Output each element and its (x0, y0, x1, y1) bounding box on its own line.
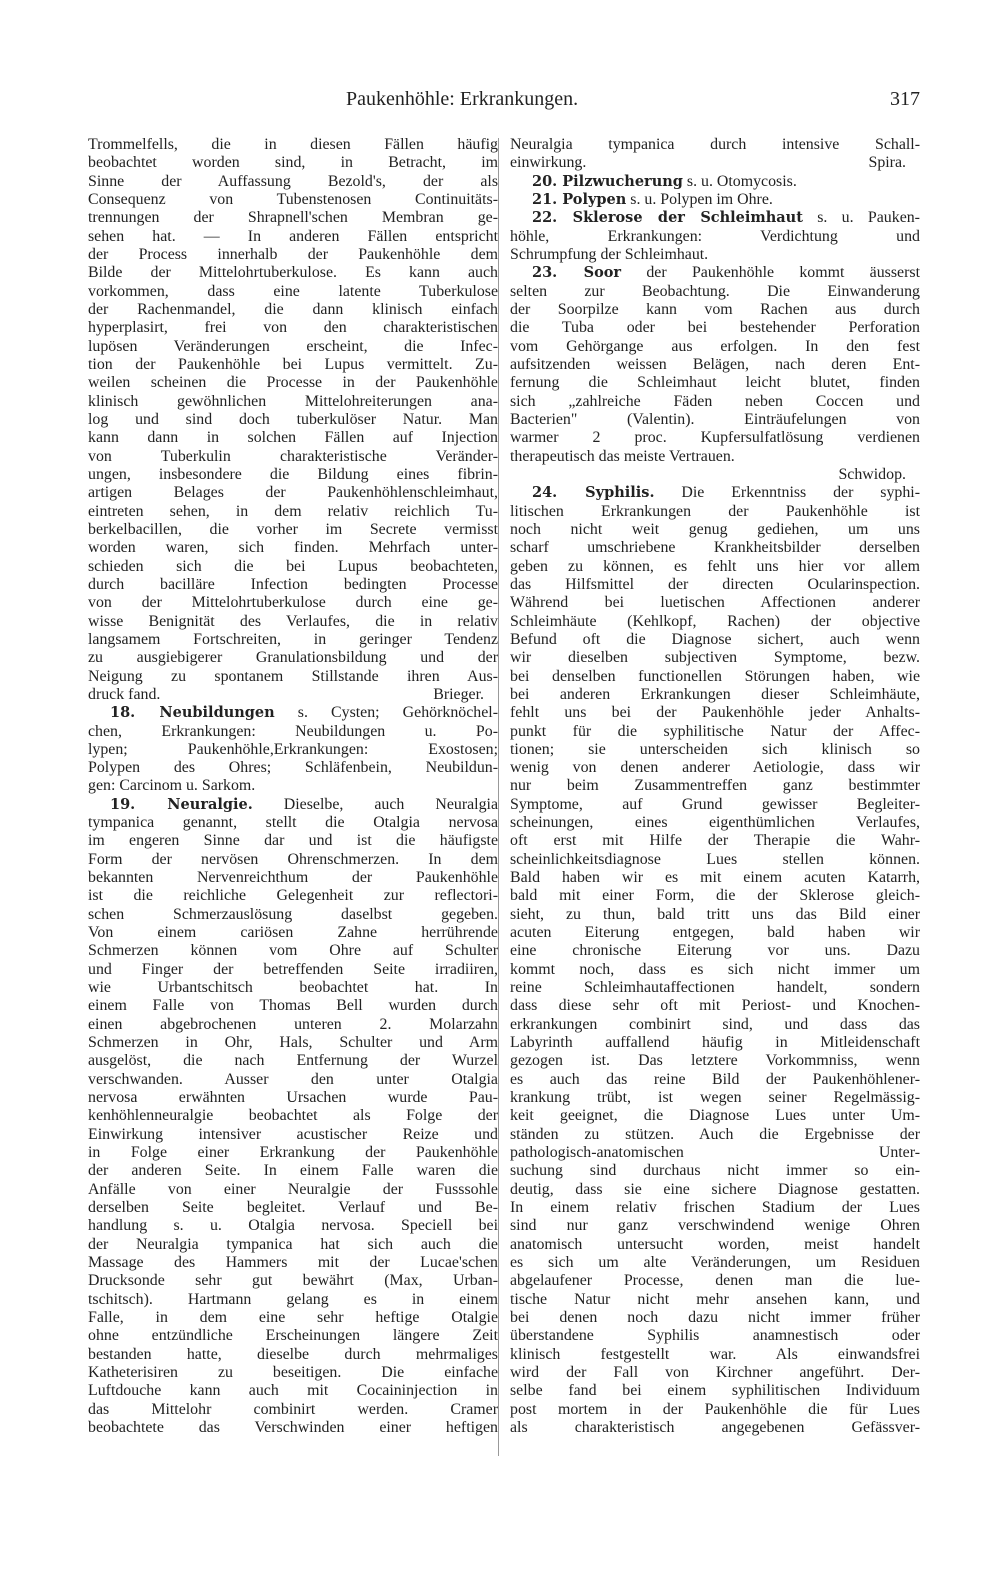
text-line: eine chronische Eiterung vor uns. Dazu (510, 942, 920, 960)
text-line: Von einem cariösen Zahne herrührende (88, 924, 498, 942)
text-line: lypen; Paukenhöhle,Erkrankungen: Exostosen; (88, 740, 498, 758)
running-header (88, 88, 920, 118)
text-line: Bald haben wir es mit einem acuten Katarrh, (510, 869, 920, 887)
line-text: druck fand. (88, 685, 161, 703)
text-line: bei anderen Erkrankungen dieser Schleimhäute, (510, 685, 920, 703)
entry-heading: 22. Sklerose der Schleimhaut (532, 209, 803, 227)
text-line: bekannten Nervenreichthum der Paukenhöhle (88, 869, 498, 887)
text-line: Falle, in dem eine sehr heftige Otalgie (88, 1309, 498, 1326)
text-line: kommt noch, dass es sich nicht immer um (510, 960, 920, 978)
text-line (88, 686, 498, 704)
text-line: Form der nervösen Ohrenschmerzen. In dem (88, 850, 498, 868)
text-line: ausgelöst, die nach Entfernung der Wurzel (88, 1052, 498, 1070)
text-line: wisse Benignität des Verlaufes, die in relativ (88, 612, 498, 630)
text-line: krankung trübt, ist wegen seiner Regelmässig- (510, 1089, 920, 1107)
text-line: gen: Carcinom u. Sarkom. (88, 777, 256, 795)
text-line: der Neuralgia tympanica hat sich auch die (88, 1235, 498, 1253)
text-line: Befund oft die Diagnose sichert, auch wenn (510, 630, 920, 648)
text-line: vorkommen, dass eine latente Tuberkulose (88, 282, 498, 300)
text-line: überstandene Syphilis anamnestisch oder (510, 1327, 920, 1345)
text-line: ständen zu stützen. Auch die Ergebnisse der (510, 1125, 920, 1143)
text-line: durch bacilläre Infection bedingten Processe (88, 575, 498, 593)
text-line: ungen, insbesondere die Bildung eines fibrin- (88, 465, 498, 483)
author-signature: Spira. (868, 154, 906, 172)
text-line: höhle, Erkrankungen: Verdichtung und (510, 227, 920, 245)
text-line: warmer 2 proc. Kupfersulfatlösung verdienen (510, 429, 920, 447)
text-line: fehlt uns bei der Paukenhöhle jeder Anhalts- (510, 704, 920, 722)
text-line: wir dieselben subjectiven Symptome, bezw. (510, 649, 920, 667)
text-line: keit geeignet, die Diagnose Lues unter Um- (510, 1107, 920, 1125)
text-line: litischen Erkrankungen der Paukenhöhle ist (510, 502, 920, 520)
text-line: 20. Pilzwucherung s. u. Otomycosis. (532, 172, 797, 190)
entry-heading: 24. Syphilis. (532, 484, 655, 502)
text-line: bestanden hatte, dieselbe durch mehrmaliges (88, 1345, 498, 1363)
text-line: Schmerzen in Ohr, Hals, Schulter und Arm (88, 1034, 498, 1052)
text-line: deutig, dass sie eine sichere Diagnose gestatten. (510, 1180, 920, 1198)
text-line: tschitsch). Hartmann gelang es in einem (88, 1290, 498, 1308)
text-line: worden waren, sich finden. Mehrfach unter- (88, 539, 498, 557)
text-line: punkt für die syphilitische Natur der Affec- (510, 722, 920, 740)
text-line: Consequenz von Tubenstenosen Continuitäts- (88, 190, 498, 208)
text-line: Neuralgia tympanica durch intensive Schall- (510, 136, 920, 153)
text-line: 19. Neuralgie. Dieselbe, auch Neuralgia (110, 795, 498, 813)
author-signature: Schwidop. (838, 465, 906, 483)
text-line (510, 466, 920, 484)
text-line: wird der Fall von Kirchner angeführt. Der- (510, 1363, 920, 1381)
entry-heading: 20. Pilzwucherung (532, 172, 683, 190)
text-line: klinisch festgestellt war. Als einwandsfrei (510, 1345, 920, 1363)
text-line: und Finger der betreffenden Seite irradiiren, (88, 960, 498, 978)
text-line: berkelbacillen, die vorher im Secrete vermisst (88, 520, 498, 538)
text-line: tympanica genannt, stellt die Otalgia nervosa (88, 814, 498, 832)
text-line: sind nur ganz verschwindend wenige Ohren (510, 1217, 920, 1235)
text-line: Schleimhäute (Kehlkopf, Rachen) der objective (510, 612, 920, 630)
text-line: eintreten sehen, in dem relativ reichlich Tu- (88, 502, 498, 520)
text-line: bei denselben functionellen Störungen haben, wie (510, 667, 920, 685)
text-line: anatomisch untersucht worden, meist handelt (510, 1235, 920, 1253)
text-line: ist die reichliche Gelegenheit zur reflectori- (88, 887, 498, 905)
text-line: reine Schleimhautaffectionen handelt, sondern (510, 979, 920, 997)
text-line: es auch das reine Bild der Paukenhöhlener- (510, 1070, 920, 1088)
text-line: tion der Paukenhöhle bei Lupus vermittelt. Zu- (88, 355, 498, 373)
text-line: Anfälle von einer Neuralgie der Fusssohle (88, 1180, 498, 1198)
text-line: fernung die Schleimhaut leicht blutet, finden (510, 374, 920, 392)
text-line: Sinne der Auffassung Bezold's, der als (88, 172, 498, 190)
text-line: derselben Seite begleitet. Verlauf und Be- (88, 1199, 498, 1217)
text-line: Schmerzen können vom Ohre auf Schulter (88, 942, 498, 960)
text-line: suchung sind durchaus nicht immer so ein- (510, 1162, 920, 1180)
entry-heading: 23. Soor (532, 264, 622, 282)
text-line: trennungen der Shrapnell'schen Membran ge- (88, 209, 498, 227)
text-line: vom Gehörgange aus erfolgen. In den fest (510, 337, 920, 355)
text-line: verschwanden. Ausser den unter Otalgia (88, 1070, 498, 1088)
text-line: von der Mittelohrtuberkulose durch eine ge- (88, 594, 498, 612)
line-text: einwirkung. (510, 154, 587, 172)
text-line: der Rachenmandel, die dann klinisch einfach (88, 300, 498, 318)
text-line: Labyrinth auffallend häufig in Mitleidenschaft (510, 1034, 920, 1052)
text-line: von Tuberkulin charakteristische Veränder- (88, 447, 498, 465)
text-line: selbe fand bei einem syphilitischen Individuum (510, 1382, 920, 1400)
text-line: das Hilfsmittel der directen Ocularinspection. (510, 575, 920, 593)
text-line: lupösen Veränderungen erscheint, die Infec- (88, 337, 498, 355)
text-line: einen abgebrochenen unteren 2. Molarzahn (88, 1015, 498, 1033)
text-line: es sich um alte Veränderungen, um Residuen (510, 1254, 920, 1272)
text-line: langsamem Fortschreiten, in geringer Tendenz (88, 630, 498, 648)
text-line: selten zur Beobachtung. Die Einwanderung (510, 282, 920, 300)
text-line: kenhöhlenneuralgie beobachtet als Folge der (88, 1107, 498, 1125)
text-line: Schrumpfung der Schleimhaut. (510, 245, 709, 263)
text-line: nervosa erwähnten Ursachen wurde Pau- (88, 1089, 498, 1107)
text-line: die Tuba oder bei bestehender Perforation (510, 319, 920, 337)
text-line: Trommelfells, die in diesen Fällen häufig (88, 136, 498, 153)
entry-heading: 18. Neubildungen (110, 704, 275, 722)
text-line: weilen scheinen die Processe in der Paukenhöhle (88, 374, 498, 392)
text-line: Symptome, auf Grund gewisser Begleiter- (510, 795, 920, 813)
text-line: dass diese sehr oft mit Periost- und Knochen- (510, 997, 920, 1015)
text-line: acuten Eiterung entgegen, bald haben wir (510, 924, 920, 942)
text-line: wie Urbantschitsch beobachtet hat. In (88, 979, 498, 997)
text-line: gezogen ist. Das letztere Vorkommniss, wenn (510, 1052, 920, 1070)
running-title: Paukenhöhle: Erkrankungen. (346, 88, 579, 110)
text-line: oft erst mit Hilfe der Therapie die Wahr- (510, 832, 920, 850)
text-line: in Folge einer Erkrankung der Paukenhöhle (88, 1144, 498, 1162)
text-line: scheinlichkeitsdiagnose Lues stellen können. (510, 850, 920, 868)
text-line: log und sind doch tuberkulöser Natur. Man (88, 410, 498, 428)
text-line: der Soorpilze kann vom Rachen aus durch (510, 300, 920, 318)
entry-heading: 19. Neuralgie. (110, 795, 253, 813)
text-line: Drucksonde sehr gut bewährt (Max, Urban- (88, 1272, 498, 1290)
text-line: chen, Erkrankungen: Neubildungen u. Po- (88, 722, 498, 740)
text-line: nur beim Zusammentreffen ganz bestimmter (510, 777, 920, 795)
text-line: kann dann in solchen Fällen auf Injection (88, 429, 498, 447)
text-line: sehen hat. — In anderen Fällen entspricht (88, 227, 498, 245)
text-line: Bilde der Mittelohrtuberkulose. Es kann auch (88, 264, 498, 282)
text-line: 18. Neubildungen s. Cysten; Gehörknöchel- (110, 704, 498, 722)
text-line: Massage des Hammers mit der Lucae'schen (88, 1254, 498, 1272)
text-line: Luftdouche kann auch mit Cocaininjection in (88, 1382, 498, 1400)
text-line: Einwirkung intensiver acustischer Reize und (88, 1125, 498, 1143)
text-line: beobachtet worden sind, in Betracht, im (88, 154, 498, 172)
text-line: artigen Belages der Paukenhöhlenschleimhaut, (88, 484, 498, 502)
text-line: ohne entzündliche Erscheinungen längere Zeit (88, 1327, 498, 1345)
right-column (510, 136, 920, 1437)
text-line: pathologisch-anatomischen Unter- (510, 1144, 920, 1162)
author-signature: Brieger. (433, 685, 484, 703)
text-line: hyperplasirt, frei von den charakteristischen (88, 319, 498, 337)
text-line: im engeren Sinne dar und ist die häufigste (88, 832, 498, 850)
text-line (510, 154, 920, 172)
text-line: Neigung zu spontanem Stillstande ihren Aus- (88, 667, 498, 685)
text-line: abgelaufener Processe, denen man die lue- (510, 1272, 920, 1290)
text-line: noch nicht weit genug gediehen, um uns (510, 520, 920, 538)
text-line: bald mit einer Form, die der Sklerose gleich- (510, 887, 920, 905)
entry-heading: 21. Polypen (532, 190, 627, 208)
text-line: sich „zahlreiche Fäden neben Coccen und (510, 392, 920, 410)
text-line: tionen; sie unterscheiden sich klinisch so (510, 740, 920, 758)
text-line: geben zu können, es fehlt uns hier vor allem (510, 557, 920, 575)
text-line: schen Schmerzauslösung daselbst gegeben. (88, 905, 498, 923)
text-line: Polypen des Ohres; Schläfenbein, Neubildun- (88, 759, 498, 777)
text-line: der Process innerhalb der Paukenhöhle dem (88, 245, 498, 263)
page-number: 317 (890, 88, 920, 110)
left-column (88, 136, 498, 1437)
text-line: sieht, zu thun, bald tritt uns das Bild einer (510, 905, 920, 923)
text-line: einem Falle von Thomas Bell wurden durch (88, 997, 498, 1015)
column-divider (498, 138, 499, 1456)
text-line: 22. Sklerose der Schleimhaut s. u. Pauken- (532, 209, 920, 227)
text-line: schieden sich die bei Lupus beobachteten, (88, 557, 498, 575)
text-line: aufsitzenden weissen Belägen, nach deren Ent- (510, 355, 920, 373)
text-line: klinisch gewöhnlichen Mittelohreiterungen ana- (88, 392, 498, 410)
text-line: Katheterisiren zu beseitigen. Die einfache (88, 1363, 498, 1381)
text-line: 24. Syphilis. Die Erkenntniss der syphi- (532, 484, 920, 502)
text-line: tische Natur nicht mehr ansehen kann, und (510, 1290, 920, 1308)
text-line: 23. Soor der Paukenhöhle kommt äusserst (532, 264, 920, 282)
text-line: In einem relativ frischen Stadium der Lues (510, 1199, 920, 1217)
text-line: beobachtete das Verschwinden einer heftigen (88, 1418, 498, 1436)
text-line: therapeutisch das meiste Vertrauen. (510, 447, 735, 465)
text-line: das Mittelohr combinirt werden. Cramer (88, 1400, 498, 1418)
text-line: bei denen noch dazu nicht immer früher (510, 1309, 920, 1326)
text-line: zu ausgiebigerer Granulationsbildung und der (88, 649, 498, 667)
text-line: handlung s. u. Otalgia nervosa. Speciell bei (88, 1217, 498, 1235)
text-line: erkrankungen combinirt sind, und dass das (510, 1015, 920, 1033)
text-line: 21. Polypen s. u. Polypen im Ohre. (532, 190, 773, 208)
text-line: als charakteristisch angegebenen Gefässver- (510, 1418, 920, 1436)
text-line: scheinungen, eines eigenthümlichen Verlaufes, (510, 814, 920, 832)
text-line: Bacterien" (Valentin). Einträufelungen von (510, 410, 920, 428)
text-line: post mortem in der Paukenhöhle die für Lues (510, 1400, 920, 1418)
text-line: der anderen Seite. In einem Falle waren die (88, 1162, 498, 1180)
text-line: scharf umschriebene Krankheitsbilder derselben (510, 539, 920, 557)
text-line: Während bei luetischen Affectionen anderer (510, 594, 920, 612)
text-line: wenig von denen anderer Aetiologie, dass wir (510, 759, 920, 777)
